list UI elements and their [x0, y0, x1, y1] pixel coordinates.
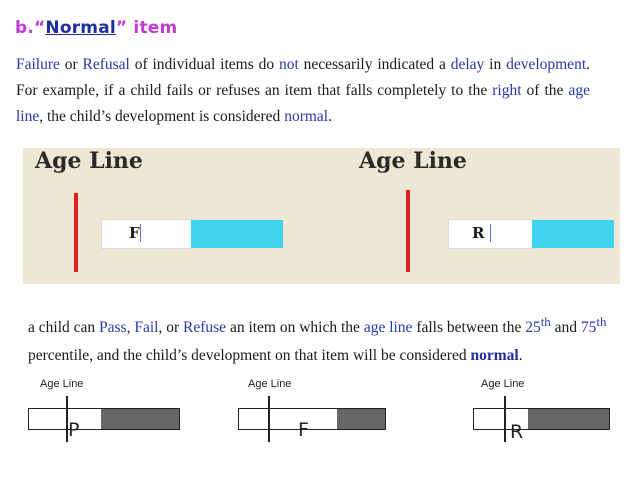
text-fragment: , [126, 319, 135, 337]
title-normal: Normal [45, 18, 116, 38]
item-letter-refuse-2: R [510, 421, 524, 443]
word-refusal: Refusal [82, 56, 130, 73]
word-age-line: age line [363, 319, 413, 337]
title-suffix: item [127, 18, 178, 38]
word-normal: normal [284, 108, 329, 125]
text-fragment: falls between the [412, 319, 526, 337]
age-line-label-pass: Age Line [40, 378, 84, 390]
item-box-right [448, 219, 534, 249]
word-right: right [492, 82, 522, 99]
intro-paragraph [16, 52, 590, 130]
bar-shaded-fail [337, 409, 385, 429]
title-close-quote: ” [115, 18, 128, 38]
age-line-figure [23, 148, 620, 284]
text-fragment: , or [158, 319, 184, 337]
percentile-paragraph [28, 308, 612, 370]
word-refuse: Refuse [183, 319, 227, 337]
word-normal-bold: normal [470, 347, 519, 365]
word-pass: Pass [99, 319, 127, 337]
bar-shaded-refuse [528, 409, 609, 429]
word-failure: Failure [16, 56, 60, 73]
item-cursor-right [490, 224, 491, 242]
text-fragment: . For example, if a child fails or refuses an item that falls completely to the [16, 56, 590, 99]
item-letter-fail: F [129, 224, 140, 242]
age-line-marker-right [406, 190, 410, 272]
item-letter-fail-2: F [298, 419, 309, 441]
superscript-th: th [540, 314, 551, 329]
word-delay: delay [450, 56, 485, 73]
age-line-label-fail: Age Line [248, 378, 292, 390]
item-letter-refuse: R [472, 224, 485, 242]
word-fail: Fail [134, 319, 159, 337]
item-bar-fail [238, 408, 386, 430]
age-line-stroke-refuse [504, 396, 506, 442]
text-fragment: of the [521, 82, 569, 99]
text-fragment: , the child’s development is considered [39, 108, 285, 125]
text-fragment: percentile, and the child’s development on that item will be considered [28, 347, 471, 365]
title-open-quote: “ [34, 18, 46, 38]
word-age-line: age line [16, 82, 590, 125]
word-25: 25 [525, 319, 541, 337]
title-prefix: b. [15, 18, 35, 38]
superscript-th: th [596, 314, 607, 329]
item-bar-refuse [473, 408, 610, 430]
item-bar-left [191, 220, 283, 248]
text-fragment: a child can [28, 319, 100, 337]
age-line-marker-left [74, 193, 78, 272]
text-fragment: of individual items do [129, 56, 279, 73]
word-75: 75 [580, 319, 597, 337]
text-fragment: necessarily indicated a [298, 56, 451, 73]
text-fragment: . [518, 347, 523, 365]
text-fragment: and [550, 319, 581, 337]
text-fragment: an item on which the [226, 319, 364, 337]
item-box-left [101, 219, 193, 249]
item-bar-right [532, 220, 614, 248]
slide-title [15, 18, 177, 38]
age-line-stroke-fail [268, 396, 270, 442]
age-line-label-refuse: Age Line [481, 378, 525, 390]
item-bar-pass [28, 408, 180, 430]
item-letter-pass: P [68, 419, 80, 441]
word-development: development [506, 56, 587, 73]
bar-shaded-pass [101, 409, 179, 429]
age-line-heading-right: Age Line [359, 148, 467, 174]
age-line-heading-left: Age Line [35, 148, 143, 174]
text-fragment: in [484, 56, 507, 73]
text-fragment: . [328, 108, 332, 125]
word-not: not [278, 56, 299, 73]
text-fragment: or [59, 56, 83, 73]
item-cursor-left [140, 224, 141, 242]
